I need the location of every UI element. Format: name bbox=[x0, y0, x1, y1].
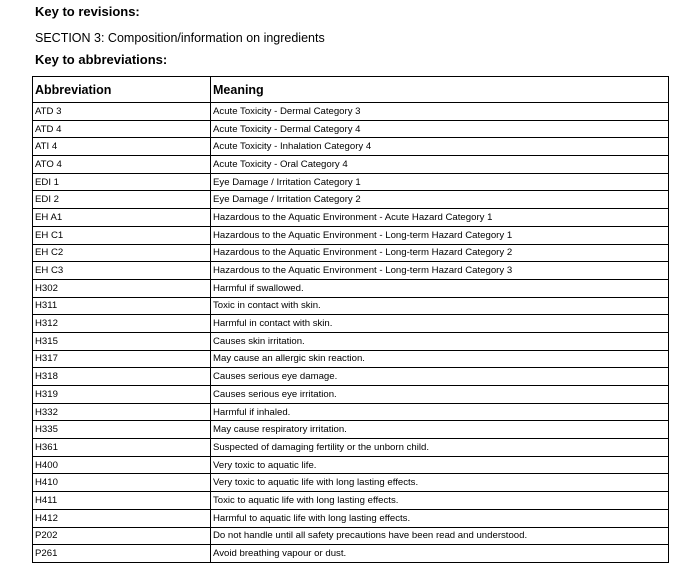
abbreviation-cell: P202 bbox=[33, 527, 211, 545]
meaning-cell: Very toxic to aquatic life. bbox=[211, 456, 669, 474]
abbreviation-cell: ATI 4 bbox=[33, 138, 211, 156]
abbreviation-cell: H332 bbox=[33, 403, 211, 421]
table-row bbox=[33, 527, 669, 545]
table-row bbox=[33, 368, 669, 386]
meaning-cell: Causes serious eye damage. bbox=[211, 368, 669, 386]
table-row bbox=[33, 226, 669, 244]
abbreviation-cell: H311 bbox=[33, 297, 211, 315]
abbreviation-cell: H318 bbox=[33, 368, 211, 386]
table-row bbox=[33, 456, 669, 474]
meaning-cell: Suspected of damaging fertility or the unborn child. bbox=[211, 439, 669, 457]
meaning-cell: Very toxic to aquatic life with long lasting effects. bbox=[211, 474, 669, 492]
abbreviation-cell: H319 bbox=[33, 386, 211, 404]
meaning-cell: Avoid breathing vapour or dust. bbox=[211, 545, 669, 563]
meaning-cell: Harmful to aquatic life with long lasting effects. bbox=[211, 509, 669, 527]
abbreviation-cell: H315 bbox=[33, 332, 211, 350]
table-row bbox=[33, 156, 669, 174]
abbreviation-cell: H411 bbox=[33, 492, 211, 510]
meaning-cell: Acute Toxicity - Inhalation Category 4 bbox=[211, 138, 669, 156]
column-header-meaning: Meaning bbox=[211, 77, 669, 103]
table-header-row bbox=[33, 77, 669, 103]
abbreviation-cell: H412 bbox=[33, 509, 211, 527]
meaning-cell: Harmful if swallowed. bbox=[211, 279, 669, 297]
table-row bbox=[33, 403, 669, 421]
abbreviation-cell: H361 bbox=[33, 439, 211, 457]
table-row bbox=[33, 315, 669, 333]
abbreviation-cell: H312 bbox=[33, 315, 211, 333]
meaning-cell: Causes serious eye irritation. bbox=[211, 386, 669, 404]
abbreviation-cell: EDI 1 bbox=[33, 173, 211, 191]
table-row bbox=[33, 492, 669, 510]
table-row bbox=[33, 297, 669, 315]
abbreviation-cell: H335 bbox=[33, 421, 211, 439]
meaning-cell: Hazardous to the Aquatic Environment - Long-term Hazard Category 2 bbox=[211, 244, 669, 262]
column-header-abbreviation: Abbreviation bbox=[33, 77, 211, 103]
table-row bbox=[33, 279, 669, 297]
table-row bbox=[33, 332, 669, 350]
meaning-cell: Acute Toxicity - Dermal Category 3 bbox=[211, 103, 669, 121]
meaning-cell: Toxic in contact with skin. bbox=[211, 297, 669, 315]
abbreviation-cell: ATD 3 bbox=[33, 103, 211, 121]
abbreviations-table bbox=[32, 76, 669, 563]
abbreviation-cell: ATO 4 bbox=[33, 156, 211, 174]
table-row bbox=[33, 421, 669, 439]
table-row bbox=[33, 209, 669, 227]
section-heading: SECTION 3: Composition/information on ingredients bbox=[35, 31, 325, 45]
abbreviation-cell: EDI 2 bbox=[33, 191, 211, 209]
meaning-cell: Harmful in contact with skin. bbox=[211, 315, 669, 333]
meaning-cell: Acute Toxicity - Oral Category 4 bbox=[211, 156, 669, 174]
abbreviation-cell: H302 bbox=[33, 279, 211, 297]
meaning-cell: Eye Damage / Irritation Category 1 bbox=[211, 173, 669, 191]
abbreviation-cell: H400 bbox=[33, 456, 211, 474]
table-row bbox=[33, 350, 669, 368]
meaning-cell: Eye Damage / Irritation Category 2 bbox=[211, 191, 669, 209]
meaning-cell: Causes skin irritation. bbox=[211, 332, 669, 350]
table-row bbox=[33, 386, 669, 404]
table-row bbox=[33, 545, 669, 563]
table-row bbox=[33, 439, 669, 457]
abbreviation-cell: H410 bbox=[33, 474, 211, 492]
meaning-cell: Hazardous to the Aquatic Environment - Long-term Hazard Category 1 bbox=[211, 226, 669, 244]
abbreviation-cell: P261 bbox=[33, 545, 211, 563]
table-row bbox=[33, 509, 669, 527]
abbreviation-cell: EH A1 bbox=[33, 209, 211, 227]
key-to-revisions-heading: Key to revisions: bbox=[35, 4, 140, 19]
table-row bbox=[33, 244, 669, 262]
meaning-cell: Toxic to aquatic life with long lasting effects. bbox=[211, 492, 669, 510]
meaning-cell: May cause an allergic skin reaction. bbox=[211, 350, 669, 368]
table-row bbox=[33, 120, 669, 138]
meaning-cell: May cause respiratory irritation. bbox=[211, 421, 669, 439]
abbreviation-cell: EH C2 bbox=[33, 244, 211, 262]
table-row bbox=[33, 262, 669, 280]
table-body bbox=[33, 103, 669, 563]
table-row bbox=[33, 474, 669, 492]
abbreviation-cell: EH C1 bbox=[33, 226, 211, 244]
key-to-abbreviations-heading: Key to abbreviations: bbox=[35, 52, 168, 67]
meaning-cell: Hazardous to the Aquatic Environment - Long-term Hazard Category 3 bbox=[211, 262, 669, 280]
table-row bbox=[33, 138, 669, 156]
meaning-cell: Do not handle until all safety precautions have been read and understood. bbox=[211, 527, 669, 545]
abbreviation-cell: EH C3 bbox=[33, 262, 211, 280]
table-row bbox=[33, 103, 669, 121]
table-row bbox=[33, 191, 669, 209]
table-row bbox=[33, 173, 669, 191]
meaning-cell: Hazardous to the Aquatic Environment - Acute Hazard Category 1 bbox=[211, 209, 669, 227]
meaning-cell: Acute Toxicity - Dermal Category 4 bbox=[211, 120, 669, 138]
abbreviation-cell: H317 bbox=[33, 350, 211, 368]
abbreviation-cell: ATD 4 bbox=[33, 120, 211, 138]
meaning-cell: Harmful if inhaled. bbox=[211, 403, 669, 421]
